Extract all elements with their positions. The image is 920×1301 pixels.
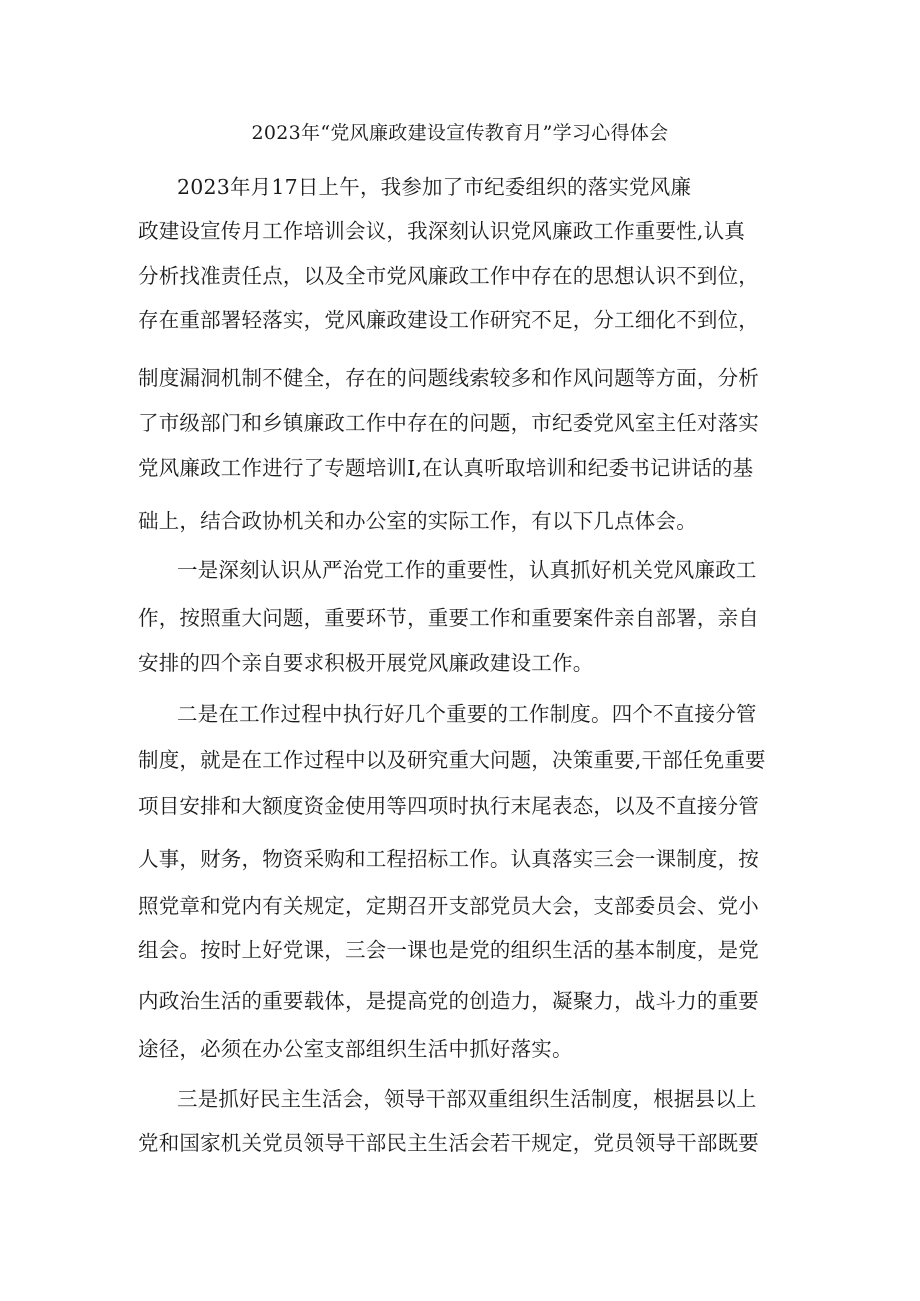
paragraph-4-line-1: 三是抓好民主生活会，领导干部双重组织生活制度，根据县以上 <box>177 1087 757 1111</box>
paragraph-3-line-8: 途径，必须在办公室支部组织生活中抓好落实。 <box>138 1037 573 1061</box>
paragraph-1-line-6: 了市级部门和乡镇廉政工作中存在的问题，市纪委党风室主任对落实 <box>138 411 759 435</box>
paragraph-1-line-7: 党风廉政工作进行了专题培训I,在认真听取培训和纪委书记讲话的基 <box>138 456 754 480</box>
paragraph-3-line-5: 照党章和党内有关规定，定期召开支部党员大会，支部委员会、党小 <box>138 894 759 918</box>
paragraph-3-line-6: 组会。按时上好党课，三会一课也是党的组织生活的基本制度，是党 <box>138 938 759 962</box>
paragraph-1-line-1: 2023年月17日上午，我参加了市纪委组织的落实党风廉 <box>177 175 692 199</box>
paragraph-2-line-3: 安排的四个亲自要求积极开展党风廉政建设工作。 <box>138 651 594 675</box>
paragraph-4-line-2: 党和国家机关党员领导干部民主生活会若干规定，党员领导干部既要 <box>138 1131 759 1155</box>
paragraph-3-line-2: 制度，就是在工作过程中以及研究重大问题，决策重要,干部任免重要 <box>138 748 766 772</box>
paragraph-1-line-5: 制度漏洞机制不健全，存在的问题线索较多和作风问题等方面，分析 <box>138 366 759 390</box>
paragraph-3-line-3: 项目安排和大额度资金使用等四项时执行末尾表态，以及不直接分管 <box>138 794 759 818</box>
paragraph-1-line-4: 存在重部署轻落实，党风廉政建设工作研究不足，分工细化不到位， <box>138 308 759 332</box>
paragraph-3-line-4: 人事，财务，物资采购和工程招标工作。认真落实三会一课制度，按 <box>138 847 759 871</box>
paragraph-1-line-3: 分析找准责任点，以及全市党风廉政工作中存在的思想认识不到位， <box>138 264 759 288</box>
paragraph-2-line-1: 一是深刻认识从严治党工作的重要性，认真抓好机关党风廉政工 <box>177 558 757 582</box>
paragraph-3-line-7: 内政治生活的重要载体，是提高党的创造力，凝聚力，战斗力的重要 <box>138 989 759 1013</box>
paragraph-2-line-2: 作，按照重大问题，重要环节，重要工作和重要案件亲自部署，亲自 <box>138 606 759 630</box>
paragraph-1-line-2: 政建设宣传月工作培训会议，我深刻认识党风廉政工作重要性,认真 <box>138 219 746 243</box>
document-title: 2023年“党风廉政建设宣传教育月”学习心得体会 <box>251 122 669 144</box>
paragraph-3-line-1: 二是在工作过程中执行好几个重要的工作制度。四个不直接分管 <box>177 702 757 726</box>
paragraph-1-line-8: 础上，结合政协机关和办公室的实际工作，有以下几点体会。 <box>138 509 697 533</box>
